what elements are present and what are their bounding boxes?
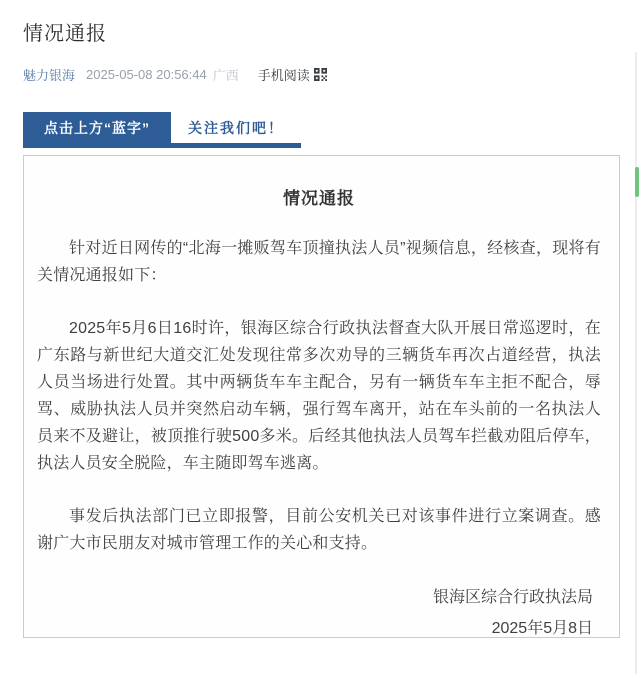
scrollbar-thumb[interactable]: [635, 167, 639, 197]
notice-date: 2025年5月8日: [491, 620, 593, 637]
notice-signature-block: [37, 582, 601, 638]
notice-paragraph: 针对近日网传的“北海一摊贩驾车顶撞执法人员”视频信息，经核查，现将有关情况通报如下：: [37, 240, 601, 284]
publish-timestamp: 2025-05-08 20:56:44: [86, 67, 207, 82]
notice-title: 情况通报: [283, 189, 355, 208]
follow-us-tab[interactable]: 关注我们吧！: [171, 112, 301, 143]
follow-banner: [23, 112, 640, 148]
follow-banner-tabs: [23, 112, 301, 148]
scrollbar-track[interactable]: [635, 52, 637, 674]
article-page: [0, 17, 640, 674]
notice-paragraph: 事发后执法部门已立即报警，目前公安机关已对该事件进行立案调查。感谢广大市民朋友对城市管理工作的关心和支持。: [37, 508, 601, 552]
page-title: 情况通报: [23, 23, 107, 45]
author-link[interactable]: 魅力银海: [23, 68, 76, 83]
click-blue-text-tab[interactable]: 点击上方“蓝字”: [23, 112, 171, 143]
notice-body: [37, 235, 601, 557]
notice-signature: 银海区综合行政执法局: [432, 589, 593, 606]
qr-code-icon[interactable]: [314, 68, 327, 81]
article-meta: [23, 65, 640, 84]
mobile-read-label[interactable]: 手机阅读: [257, 68, 310, 83]
publish-location: 广西: [212, 68, 239, 83]
notice-paragraph: 2025年5月6日16时许，银海区综合行政执法督查大队开展日常巡逻时，在广东路与新世纪大道交汇处发现往常多次劝导的三辆货车再次占道经营，执法人员当场进行处置。其中两辆货车车主配合，另有一辆货车车主拒不配合，辱骂、威胁执法人员并突然启动车辆，强行驾车离开，站在车头前的一名执法人员来不及避让，被顶推行驶500多米。后经其他执法人员驾车拦截劝阻后停车，执法人员安全脱险，车主随即驾车逃离。: [37, 320, 601, 472]
notice-box: [23, 155, 620, 638]
